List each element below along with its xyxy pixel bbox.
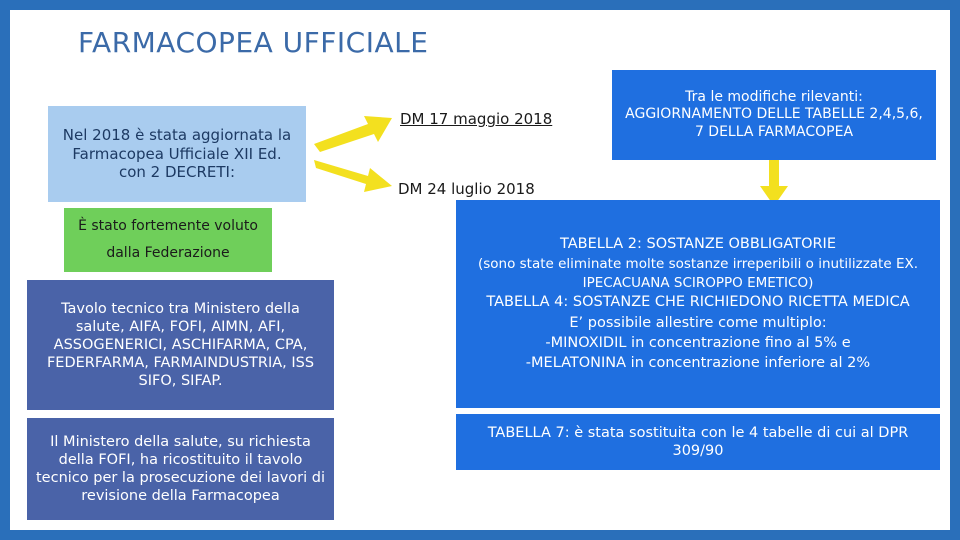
tabella-7-text: TABELLA 7: è stata sostituita con le 4 tabelle di cui al DPR 309/90 bbox=[487, 424, 909, 459]
tavolo-tecnico-box bbox=[27, 280, 334, 410]
intro-text: Nel 2018 è stata aggiornata la Farmacopea Ufficiale XII Ed. con 2 DECRETI: bbox=[62, 125, 292, 182]
modifiche-text: Tra le modifiche rilevanti: AGGIORNAMENTO DELLE TABELLE 2,4,5,6, 7 DELLA FARMACOPEA bbox=[625, 88, 923, 140]
ministero-box bbox=[27, 418, 334, 520]
federation-note-text: È stato fortemente voluto dalla Federazione bbox=[78, 218, 258, 261]
tabella-2-note: (sono state eliminate molte sostanze irreperibili o inutilizzate EX. IPECACUANA SCIROPPO EMETICO) bbox=[477, 255, 919, 291]
tavolo-tecnico-text: Tavolo tecnico tra Ministero della salute, AIFA, FOFI, AIMN, AFI, ASSOGENERICI, ASCHIFARMA, CPA, FEDERFARMA, FARMAINDUSTRIA, ISS SIFO, SIFAP. bbox=[46, 300, 315, 390]
decree-17-maggio: DM 17 maggio 2018 bbox=[400, 110, 553, 128]
arrow-up-right-icon bbox=[312, 108, 394, 152]
tabella-4-title: TABELLA 4: SOSTANZE CHE RICHIEDONO RICETTA MEDICA bbox=[486, 294, 910, 311]
tabella-4-line3: -MELATONINA in concentrazione inferiore al 2% bbox=[525, 355, 871, 372]
tabella-4-line2: -MINOXIDIL in concentrazione fino al 5% e bbox=[545, 335, 851, 352]
federation-note-box bbox=[64, 208, 272, 272]
tabelle-2-4-box bbox=[456, 200, 940, 408]
modifiche-box bbox=[612, 70, 936, 160]
ministero-text: Il Ministero della salute, su richiesta della FOFI, ha ricostituito il tavolo tecnico per la prosecuzione dei lavori di revisione della Farmacopea bbox=[35, 433, 326, 505]
decree-24-luglio: DM 24 luglio 2018 bbox=[398, 180, 535, 198]
tabella-2-title: TABELLA 2: SOSTANZE OBBLIGATORIE bbox=[560, 236, 836, 253]
tabella-7-box bbox=[456, 414, 940, 470]
arrow-down-right-icon bbox=[312, 156, 394, 196]
intro-box bbox=[48, 106, 306, 202]
tabella-4-line1: E’ possibile allestire come multiplo: bbox=[569, 314, 827, 331]
page-title: FARMACOPEA UFFICIALE bbox=[78, 26, 429, 59]
